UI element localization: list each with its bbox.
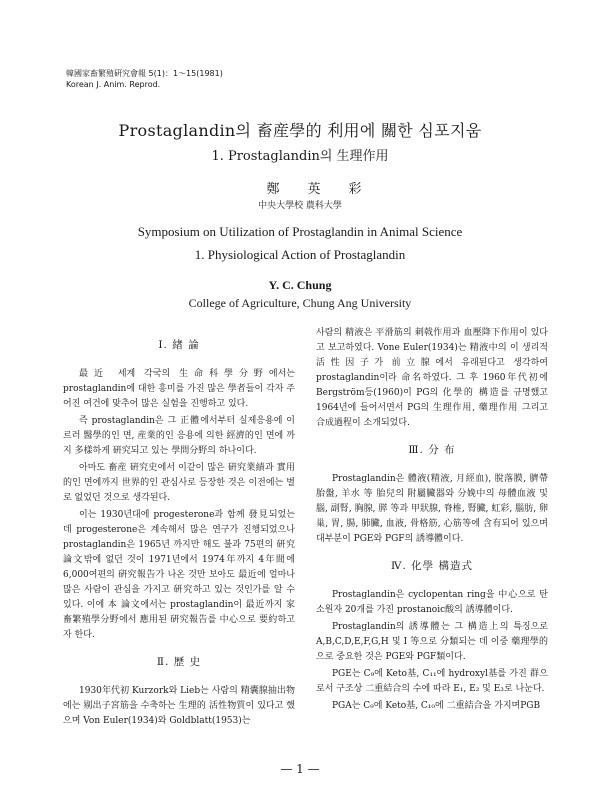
paragraph: 즉 prostaglandin은 그 正體에서부터 실제응용에 이르러 醫學的인 면, 産業的인 응용에 의한 經濟的인 면에 까지 多樣하게 硏究되고 있는 學問分野의 하나이다.	[63, 416, 295, 456]
paragraph: 1930年代初 Kurzork와 Lieb는 사람의 精囊腺抽出物에는 剔出子宮筋을 수축하는 生理的 活性物質이 있다고 했으며 Von Euler(1934)와 Goldblatt(1953)는	[63, 686, 295, 726]
section-heading-chemical-structure: Ⅳ. 化學 構造式	[390, 560, 473, 572]
section-heading-history: Ⅱ. 歷 史	[156, 656, 202, 668]
journal-citation	[66, 68, 223, 90]
paragraph: Prostaglandin의 誘導體는 그 構造上의 특징으로 A,B,C,D,E,F,G,H 및 I 等으로 分類되는 데 이중 藥理學的으로 중요한 것은 PGE와 PGF類이다.	[316, 622, 548, 662]
paragraph: PGE는 C₉에 Keto基, C₁₁에 hydroxyl基를 가진 群으로서 구조상 二重結合의 수에 따라 E₁, E₂ 및 E₃로 나눈다.	[316, 669, 548, 694]
korean-subtitle: 1. Prostaglandin의 生理作用	[211, 149, 389, 164]
english-affiliation: College of Agriculture, Chung Ang University	[188, 296, 412, 310]
korean-title: Prostaglandin의 畜産學的 利用에 關한 심포지움	[118, 121, 482, 140]
section-heading-introduction: Ⅰ. 緖 論	[158, 339, 200, 351]
paragraph: Prostaglandin은 cyclopentan ring을 中心으로 탄소원자 20개를 가진 prostanoic酸의 誘導體이다.	[316, 590, 548, 615]
paragraph: 사람의 精液은 平滑筋의 刺戟作用과 血壓降下作用이 있다고 보고하였다. Vone Euler(1934)는 精液中의 이 생리적 活性因子가 前立腺에서 유래된다고 생각하여 prostaglandin이라 命名하였다. 그 후 1960年代初에 Bergström등(1960)이 PG의 化學的 構造를 규명했고 1964년에 들어서면서 PG의 生理作用, 藥理作用 그리고 合成過程이 소개되었다.	[316, 328, 548, 428]
journal-citation-english: Korean J. Anim. Reprod.	[66, 80, 161, 89]
korean-author: 鄭英彩	[266, 182, 390, 197]
journal-citation-korean: 韓國家畜繁殖硏究會報 5(1)：1～15(1981)	[66, 69, 223, 78]
english-author: Y. C. Chung	[268, 278, 332, 292]
paragraph: 最近 세계 각국의 生命科學分野에서는 prostaglandin에 대한 흥미를 가진 많은 學者들이 각자 주어진 여건에 맞추어 많은 실험을 진행하고 있다.	[63, 369, 295, 409]
right-column	[316, 326, 548, 716]
paragraph: PGA는 C₉에 Keto基, C₁₀에 二重結合을 가지며PGB	[332, 701, 541, 711]
left-column	[63, 328, 295, 731]
korean-affiliation: 中央大學校 農科大學	[258, 201, 342, 211]
page-number: — 1 —	[280, 762, 320, 776]
english-subtitle: 1. Physiological Action of Prostaglandin	[194, 247, 406, 262]
paragraph: 아마도 畜産 硏究史에서 이같이 많은 硏究業績과 實用的인 면에까지 世界的인 관심사로 등장한 것은 이전에는 별로 없었던 것으로 생각된다.	[63, 463, 295, 503]
paragraph: Prostaglandin은 體液(精液, 月經血), 脫落膜, 臍帶胎盤, 羊水 等 胎兒의 附屬臟器와 分娩中의 母體血液 및 腦, 副腎, 胸腺, 膵 等과 甲狀腺, 脊椎, 腎臟, 虹彩, 腦肪, 卵巢, 胃, 腸, 肺臟, 血液, 骨格筋, 心筋等에 含有되어 있으며 대부분이 PGE와 PGF의 誘導體이다.	[316, 474, 548, 544]
english-title: Symposium on Utilization of Prostaglandin in Animal Science	[137, 224, 463, 239]
paragraph: 이는 1930년대에 progesterone과 함께 發見되었는데 progesterone은 계속해서 많은 연구가 진행되었으나 prostaglandin은 1965년 까지만 해도 불과 75편의 硏究論文밖에 없던 것이 1971년에서 1974年까지 4年間에 6,000여편의 硏究報告가 나온 것만 보아도 最近에 얼마나 많은 사람이 관심을 가지고 硏究하고 있는 것인가를 알 수 있다. 이에 本 論文에서는 prostaglandin이 最近까지 家畜繁殖學分野에서 應用된 硏究報告를 中心으로 要約하고자 한다.	[63, 510, 295, 640]
section-heading-distribution: Ⅲ. 分 布	[408, 444, 456, 456]
